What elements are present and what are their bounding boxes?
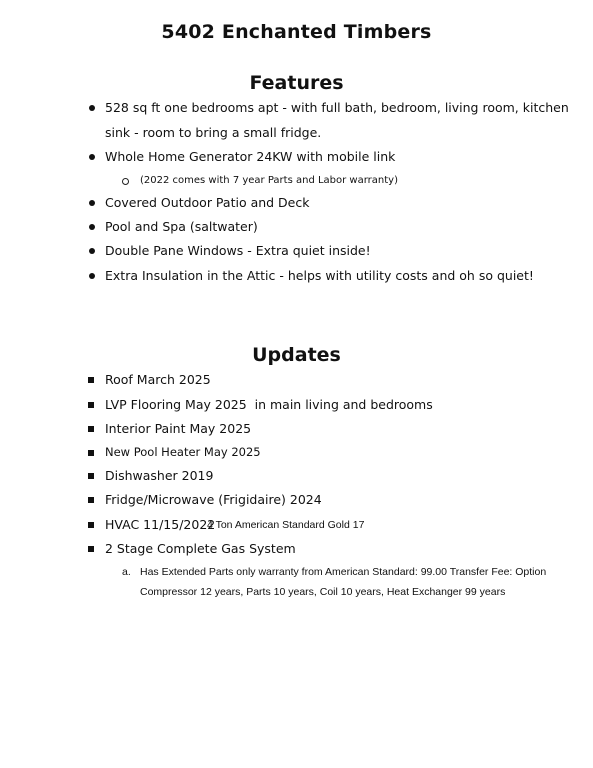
square-bullet-icon [88, 402, 94, 408]
page-title: 5402 Enchanted Timbers [161, 21, 432, 43]
circle-bullet-icon [122, 178, 129, 185]
update-text: Interior Paint May 2025 [105, 421, 252, 436]
square-bullet-icon [88, 522, 94, 528]
feature-text-continued: sink - room to bring a small fridge. [105, 125, 322, 140]
updates-heading: Updates [252, 344, 341, 366]
feature-text: Double Pane Windows - Extra quiet inside! [105, 243, 371, 258]
update-text-detail: 4 Ton American Standard Gold 17 [207, 519, 365, 531]
features-heading: Features [249, 72, 344, 94]
feature-text: Extra Insulation in the Attic - helps with utility costs and oh so quiet! [105, 268, 534, 283]
update-text: Dishwasher 2019 [105, 468, 214, 483]
feature-text: Covered Outdoor Patio and Deck [105, 195, 310, 210]
update-text: LVP Flooring May 2025 in main living and bedrooms [105, 397, 433, 412]
bullet-icon [89, 200, 95, 206]
sub-list-marker: a. [122, 566, 131, 578]
update-text: Roof March 2025 [105, 372, 211, 387]
square-bullet-icon [88, 377, 94, 383]
bullet-icon [89, 273, 95, 279]
update-subtext-continued: Compressor 12 years, Parts 10 years, Coil 10 years, Heat Exchanger 99 years [140, 586, 506, 598]
feature-subtext: (2022 comes with 7 year Parts and Labor warranty) [140, 175, 398, 186]
bullet-icon [89, 224, 95, 230]
square-bullet-icon [88, 473, 94, 479]
update-text: HVAC 11/15/2022 [105, 517, 216, 532]
bullet-icon [89, 105, 95, 111]
feature-text: Pool and Spa (saltwater) [105, 219, 258, 234]
feature-text: Whole Home Generator 24KW with mobile link [105, 149, 396, 164]
square-bullet-icon [88, 426, 94, 432]
bullet-icon [89, 154, 95, 160]
square-bullet-icon [88, 450, 94, 456]
square-bullet-icon [88, 497, 94, 503]
feature-text: 528 sq ft one bedrooms apt - with full bath, bedroom, living room, kitchen [105, 100, 569, 115]
update-subtext: Has Extended Parts only warranty from American Standard: 99.00 Transfer Fee: Option [140, 566, 547, 578]
bullet-icon [89, 248, 95, 254]
square-bullet-icon [88, 546, 94, 552]
update-text: 2 Stage Complete Gas System [105, 541, 296, 556]
update-text: New Pool Heater May 2025 [105, 445, 261, 459]
update-text: Fridge/Microwave (Frigidaire) 2024 [105, 492, 322, 507]
